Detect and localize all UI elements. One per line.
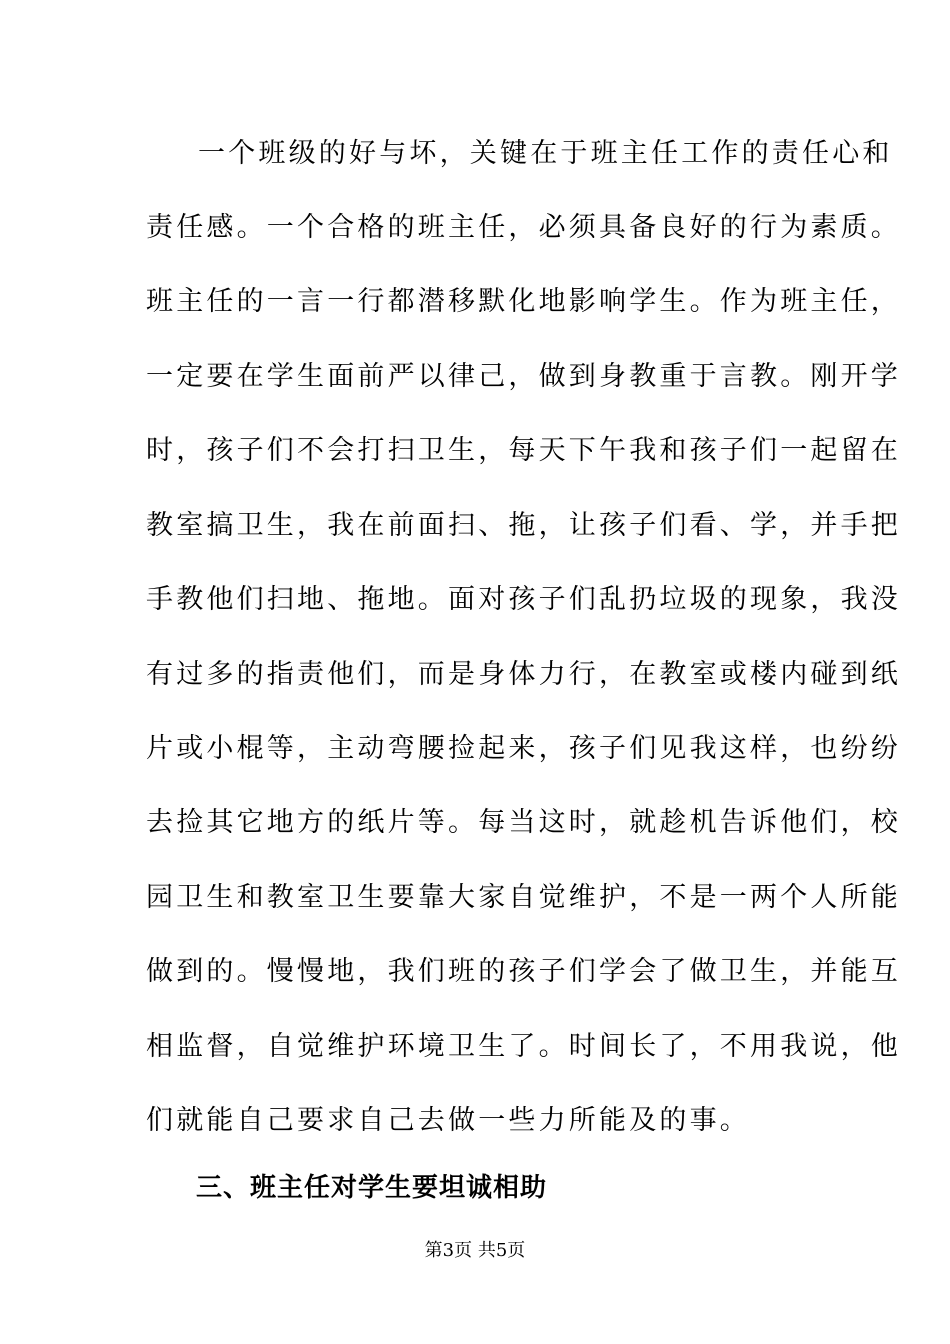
paragraph-line: 责任感。一个合格的班主任，必须具备良好的行为素质。: [146, 212, 901, 243]
paragraph-line: 片或小棍等，主动弯腰捡起来，孩子们见我这样，也纷纷: [146, 733, 901, 764]
paragraph-line: 园卫生和教室卫生要靠大家自觉维护，不是一两个人所能: [146, 882, 901, 913]
paragraph-line: 相监督，自觉维护环境卫生了。时间长了，不用我说，他: [146, 1031, 901, 1062]
paragraph-line: 班主任的一言一行都潜移默化地影响学生。作为班主任，: [146, 286, 901, 317]
paragraph-line: 时，孩子们不会打扫卫生，每天下午我和孩子们一起留在: [146, 435, 901, 466]
section-heading: 三、班主任对学生要坦诚相助: [196, 1173, 548, 1203]
paragraph-line: 教室搞卫生，我在前面扫、拖，让孩子们看、学，并手把: [146, 510, 901, 541]
paragraph-line: 一个班级的好与坏，关键在于班主任工作的责任心和: [198, 138, 893, 169]
paragraph-line: 做到的。慢慢地，我们班的孩子们学会了做卫生，并能互: [146, 956, 901, 987]
paragraph-line: 手教他们扫地、拖地。面对孩子们乱扔垃圾的现象，我没: [146, 584, 901, 615]
page-number-footer: 第3页 共5页: [424, 1240, 526, 1261]
paragraph-line: 有过多的指责他们，而是身体力行，在教室或楼内碰到纸: [146, 659, 901, 690]
paragraph-line: 去捡其它地方的纸片等。每当这时，就趁机告诉他们，校: [146, 807, 901, 838]
paragraph-line: 一定要在学生面前严以律己，做到身教重于言教。刚开学: [146, 361, 901, 392]
paragraph-line: 们就能自己要求自己去做一些力所能及的事。: [146, 1105, 750, 1136]
